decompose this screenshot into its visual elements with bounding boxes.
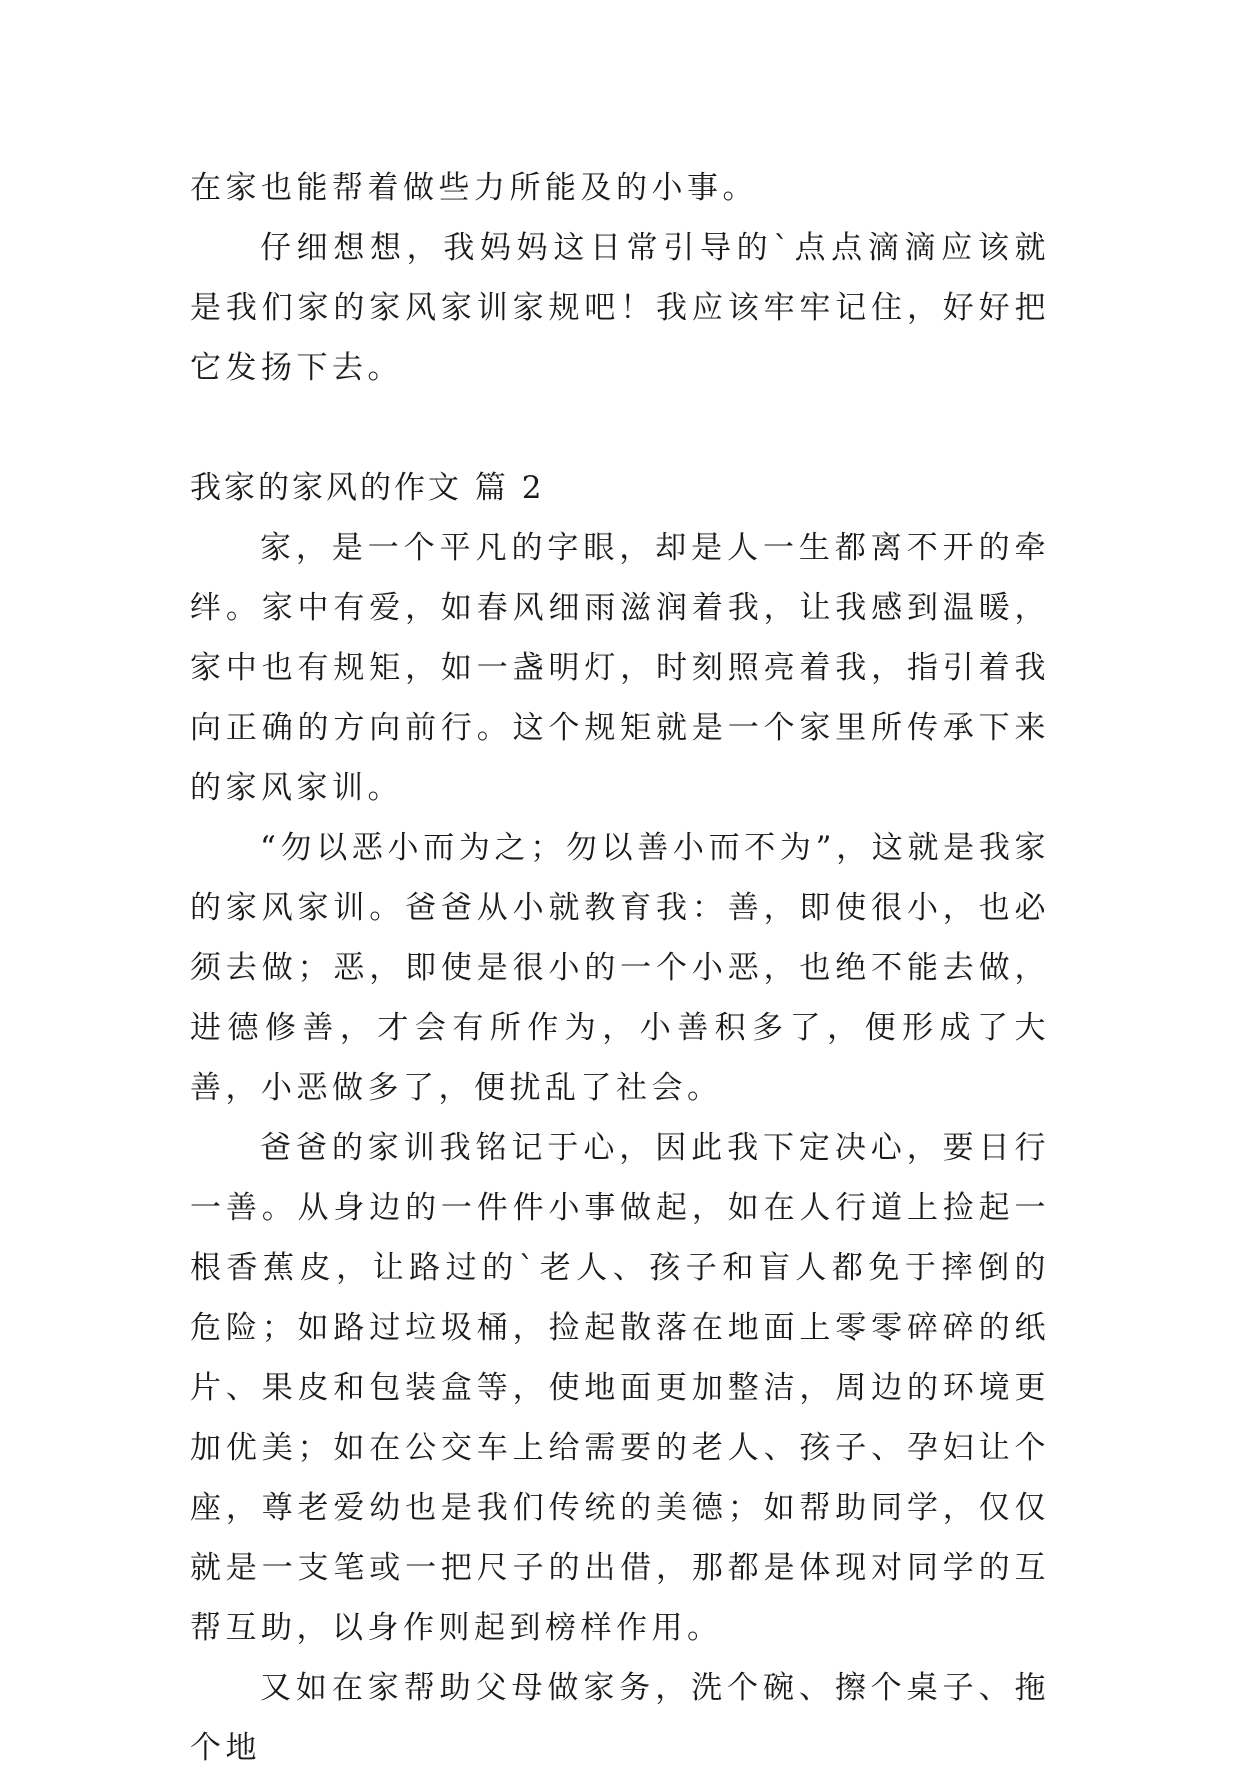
paragraph: 家，是一个平凡的字眼，却是人一生都离不开的牵绊。家中有爱，如春风细雨滋润着我，让我感到温暖，家中也有规矩，如一盏明灯，时刻照亮着我，指引着我向正确的方向前行。这个规矩就是一个家里所传承下来的家风家训。	[190, 530, 1050, 806]
paragraph: 爸爸的家训我铭记于心，因此我下定决心，要日行一善。从身边的一件件小事做起，如在人行道上捡起一根香蕉皮，让路过的`老人、孩子和盲人都免于摔倒的危险；如路过垃圾桶，捡起散落在地面上零零碎碎的纸片、果皮和包装盒等，使地面更加整洁，周边的环境更加优美；如在公交车上给需要的老人、孩子、孕妇让个座，尊老爱幼也是我们传统的美德；如帮助同学，仅仅就是一支笔或一把尺子的出借，那都是体现对同学的互帮互助，以身作则起到榜样作用。	[190, 1130, 1050, 1646]
document-body	[190, 158, 1050, 1778]
section-heading: 我家的家风的作文 篇 2	[190, 470, 545, 506]
paragraph: 又如在家帮助父母做家务，洗个碗、擦个桌子、拖个地	[190, 1670, 1050, 1766]
paragraph: 仔细想想，我妈妈这日常引导的`点点滴滴应该就是我们家的家风家训家规吧！我应该牢牢记住，好好把它发扬下去。	[190, 230, 1050, 386]
paragraph-continuation: 在家也能帮着做些力所能及的小事。	[190, 170, 758, 206]
paragraph: “勿以恶小而为之；勿以善小而不为”，这就是我家的家风家训。爸爸从小就教育我：善，即使很小，也必须去做；恶，即使是很小的一个小恶，也绝不能去做，进德修善，才会有所作为，小善积多了，便形成了大善，小恶做多了，便扰乱了社会。	[190, 830, 1050, 1106]
